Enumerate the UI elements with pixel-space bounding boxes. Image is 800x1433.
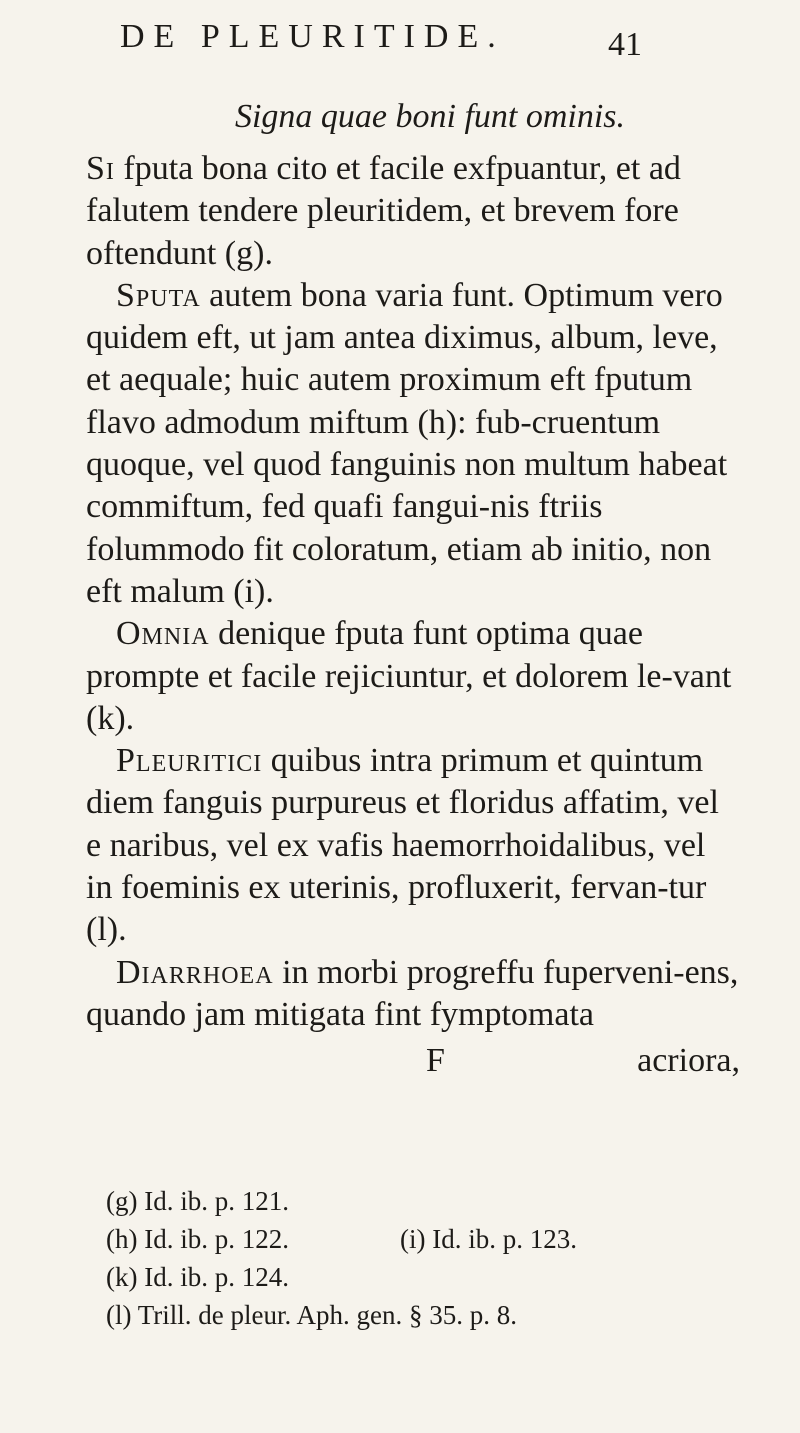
paragraph-4-text: quibus intra primum et quintum diem fanguis purpureus et floridus affatim, vel e naribus, vel ex vafis haemorrhoidalibus, vel in foeminis ex uterinis, profluxerit, fervan-tur (l).: [86, 742, 719, 949]
paragraph-3-text: denique fputa funt optima quae prompte et facile rejiciuntur, et dolorem le-vant (k).: [86, 615, 732, 737]
footnote-row: [106, 1182, 746, 1220]
footnote-i: (i) Id. ib. p. 123.: [400, 1224, 577, 1254]
paragraph-3: [86, 613, 740, 740]
catchword: acriora,: [637, 1042, 740, 1079]
section-title: Signa quae boni funt ominis.: [234, 98, 626, 135]
paragraph-4: [86, 740, 740, 951]
footnote-l: (l) Trill. de pleur. Aph. gen. § 35. p. 8.: [106, 1300, 517, 1330]
footnote-k: (k) Id. ib. p. 124.: [106, 1262, 289, 1292]
paragraph-2-lead: Sputa: [116, 276, 201, 314]
paragraph-2-text: autem bona varia funt. Optimum vero quidem eft, ut jam antea diximus, album, leve, et aequale; huic autem proximum eft fputum flavo admodum miftum (h): fub-cruentum quoque, vel quod fanguinis non multum habeat commiftum, fed quafi fangui-nis ftriis folummodo fit coloratum, etiam ab initio, non eft malum (i).: [86, 276, 728, 610]
footnote-row: [106, 1258, 746, 1296]
footnote-g: (g) Id. ib. p. 121.: [106, 1186, 289, 1216]
body-text: [86, 148, 740, 1036]
paragraph-1-lead: Si: [86, 150, 115, 187]
paragraph-1: [86, 148, 740, 275]
page-number: 41: [608, 26, 642, 63]
paragraph-5-lead: Diarrhoea: [116, 953, 274, 991]
footnotes: [106, 1182, 746, 1334]
footnote-h: (h) Id. ib. p. 122.: [106, 1224, 289, 1254]
paragraph-1-text: fputa bona cito et facile exfpuantur, et ad falutem tendere pleuritidem, et brevem fore oftendunt (g).: [86, 150, 681, 272]
footnote-row: [106, 1296, 746, 1334]
paragraph-3-lead: Omnia: [116, 615, 210, 653]
paragraph-5: [86, 952, 740, 1037]
footnote-row: [106, 1220, 746, 1258]
paragraph-2: [86, 275, 740, 613]
signature-mark: F: [426, 1042, 445, 1079]
paragraph-5-text: in morbi progreffu fuperveni-ens, quando jam mitigata fint fymptomata: [86, 953, 739, 1033]
paragraph-4-lead: Pleuritici: [116, 742, 263, 780]
running-head: DE PLEURITIDE.: [120, 18, 505, 55]
